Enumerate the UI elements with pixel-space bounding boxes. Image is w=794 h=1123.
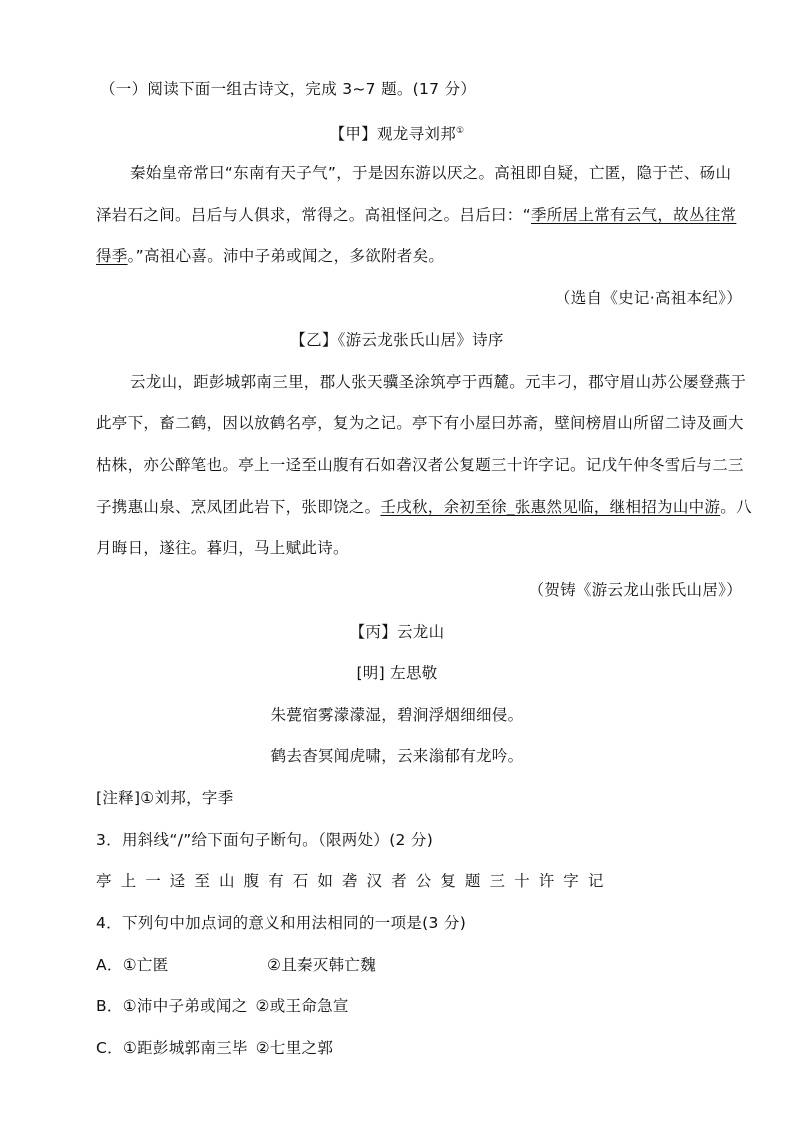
question-3-sentence xyxy=(96,871,612,891)
option-a-second: ②且秦灭韩亡魏 xyxy=(267,956,376,974)
option-a-label: A． xyxy=(96,956,123,974)
sentence-char: 至 xyxy=(194,872,211,890)
sentence-char: 字 xyxy=(563,872,580,890)
option-c[interactable] xyxy=(96,1038,333,1058)
yi-line-4 xyxy=(96,497,752,517)
sentence-char: 有 xyxy=(268,872,284,890)
yi-line-5: 月晦日，遂往。暮归，马上赋此诗。 xyxy=(96,539,349,557)
sentence-char: 三 xyxy=(489,872,506,890)
sentence-char: 汉 xyxy=(366,872,383,890)
yi-line-3: 枯株，亦公醉笔也。亭上一迳至山腹有石如砻汉者公复题三十许字记。记戊午仲冬雪后与二三 xyxy=(96,456,744,474)
sentence-char: 迳 xyxy=(169,872,186,890)
bing-title: 【丙】云龙山 xyxy=(349,623,445,641)
sentence-char: 题 xyxy=(464,872,481,890)
jia-line-3-text: 。”高祖心喜。沛中子弟或闻之，多欲附者矣。 xyxy=(127,247,445,265)
bing-verse-1: 朱甍宿雾濛濛湿，碧涧浮烟细细侵。 xyxy=(270,706,524,724)
option-b-first: ①沛中子弟或闻之 xyxy=(122,997,248,1015)
yi-title: 【乙】《游云龙张氏山居》诗序 xyxy=(290,331,504,349)
jia-line-3 xyxy=(96,246,444,266)
sentence-char: 上 xyxy=(120,872,137,890)
option-c-first: ①距彭城郭南三毕 xyxy=(122,1039,248,1057)
question-4-stem: 4．下列句中加点词的意义和用法相同的一项是(3 分) xyxy=(96,914,467,932)
jia-source: （选自《史记·高祖本纪》） xyxy=(554,289,742,307)
bing-verse-2: 鹤去杳冥闻虎啸，云来滃郁有龙吟。 xyxy=(270,747,524,765)
option-c-second: ②七里之郭 xyxy=(255,1039,334,1057)
annotation: [注释]①刘邦，字季 xyxy=(96,789,234,807)
option-b-second: ②或王命急宣 xyxy=(255,997,349,1015)
option-a-first: ①亡匿 xyxy=(122,956,169,974)
sentence-char: 山 xyxy=(218,872,235,890)
sentence-char: 一 xyxy=(145,872,161,890)
option-b-label: B． xyxy=(96,997,123,1015)
option-c-label: C． xyxy=(96,1039,123,1057)
jia-title-text: 【甲】观龙寻刘邦 xyxy=(329,125,457,144)
section-intro: （一）阅读下面一组古诗文，完成 3~7 题。(17 分） xyxy=(100,80,477,98)
yi-line-4-end: 。八 xyxy=(720,498,752,516)
sentence-char: 亭 xyxy=(96,872,112,890)
option-b[interactable] xyxy=(96,996,349,1016)
yi-line-2: 此亭下，畜二鹤，因以放鹤名亭，复为之记。亭下有小屋曰苏斋，壁间榜眉山所留二诗及画大 xyxy=(96,414,744,432)
option-a[interactable] xyxy=(96,955,169,975)
yi-underlined-sentence: 壬戌秋，余初至徐_张惠然见临，继相招为山中游 xyxy=(380,498,721,516)
sentence-char: 者 xyxy=(391,872,407,890)
sentence-char: 复 xyxy=(440,872,457,890)
sentence-char: 石 xyxy=(292,872,309,890)
jia-line-2-text: 泽岩石之间。吕后与人俱求，常得之。高祖怪问之。吕后曰：“ xyxy=(96,206,531,224)
sentence-char: 许 xyxy=(538,872,555,890)
yi-line-1: 云龙山，距彭城郭南三里，郡人张天骥圣涂筑亭于西麓。元丰刁，郡守眉山苏公屡登燕于 xyxy=(130,373,747,391)
yi-source: （贺铸《游云龙山张氏山居》） xyxy=(528,581,742,599)
jia-line-2 xyxy=(96,205,736,225)
sentence-char: 十 xyxy=(514,872,530,890)
sentence-char: 公 xyxy=(415,872,432,890)
footnote-mark: ① xyxy=(456,126,465,136)
jia-line-1: 秦始皇帝常曰“东南有天子气”，于是因东游以厌之。高祖即自疑，亡匿，隐于芒、砀山 xyxy=(130,164,732,182)
jia-title xyxy=(0,121,794,144)
sentence-char: 如 xyxy=(317,872,334,890)
yi-line-4-text: 子携惠山泉、烹凤团此岩下，张即饶之。 xyxy=(96,498,381,516)
question-3-stem: 3．用斜线“/”给下面句子断句。（限两处）(2 分) xyxy=(96,831,434,849)
jia-underlined-sentence-end: 得季 xyxy=(96,247,128,265)
sentence-char: 砻 xyxy=(341,872,358,890)
sentence-char: 腹 xyxy=(243,872,260,890)
jia-underlined-sentence: 季所居上常有云气，故丛往常 xyxy=(530,206,737,224)
bing-author: [明] 左思敬 xyxy=(356,664,438,682)
sentence-char: 记 xyxy=(587,872,604,890)
